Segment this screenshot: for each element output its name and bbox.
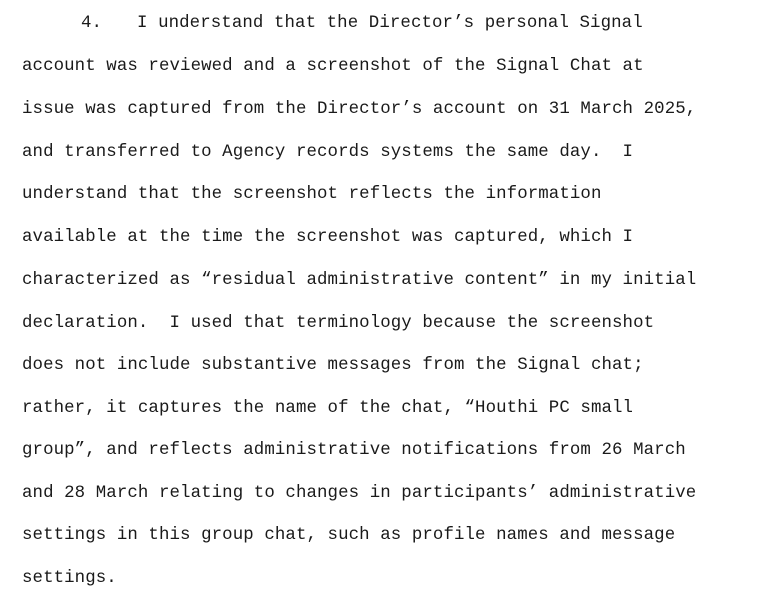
- paragraph-line: account was reviewed and a screenshot of the Signal Chat at: [22, 57, 644, 76]
- paragraph-line: group”, and reflects administrative notifications from 26 March: [22, 441, 686, 460]
- paragraph-line: and 28 March relating to changes in participants’ administrative: [22, 484, 697, 503]
- paragraph-line: declaration. I used that terminology because the screenshot: [22, 314, 655, 333]
- paragraph-number: 4.: [81, 14, 103, 33]
- paragraph-line: I understand that the Director’s personal Signal: [137, 14, 643, 33]
- paragraph-line: settings.: [22, 569, 117, 588]
- paragraph-line: understand that the screenshot reflects the information: [22, 185, 602, 204]
- paragraph-line: and transferred to Agency records systems the same day. I: [22, 143, 634, 162]
- paragraph-line: rather, it captures the name of the chat, “Houthi PC small: [22, 399, 634, 418]
- paragraph-line: issue was captured from the Director’s account on 31 March 2025,: [22, 100, 697, 119]
- paragraph-line: characterized as “residual administrative content” in my initial: [22, 271, 697, 290]
- paragraph-line: available at the time the screenshot was captured, which I: [22, 228, 634, 247]
- paragraph-line: settings in this group chat, such as profile names and message: [22, 526, 676, 545]
- paragraph-line: does not include substantive messages from the Signal chat;: [22, 356, 644, 375]
